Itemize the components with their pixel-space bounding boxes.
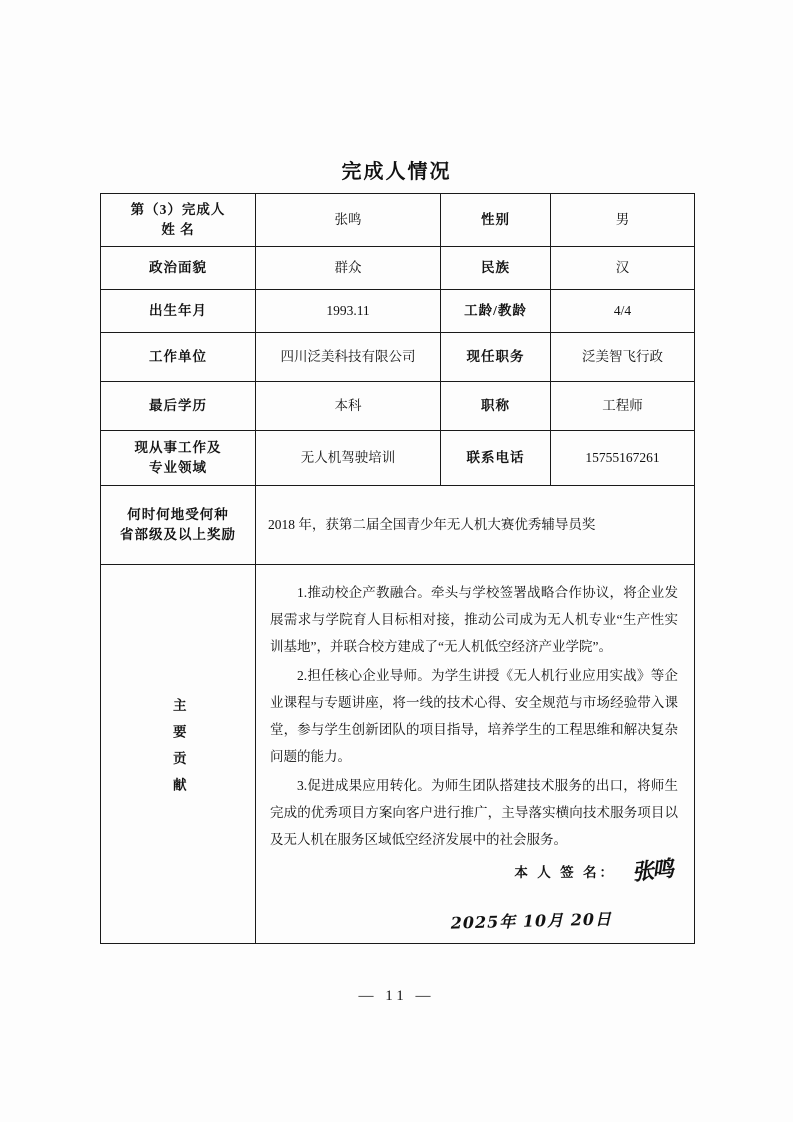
cell-value-title: 工程师 <box>551 382 695 431</box>
label-line-1: 何时何地受何种 <box>127 506 229 522</box>
cell-label-current-position: 现任职务 <box>441 333 551 382</box>
cell-value-work-years: 4/4 <box>551 290 695 333</box>
cell-value-gender: 男 <box>551 194 695 247</box>
cell-value-education: 本科 <box>256 382 441 431</box>
cell-label-phone: 联系电话 <box>441 431 551 486</box>
label-line-2: 省部级及以上奖励 <box>120 527 236 542</box>
label-line-1: 现从事工作及 <box>134 439 222 455</box>
cell-label-title: 职称 <box>441 382 551 431</box>
signature-handwriting: 张鸣 <box>630 855 674 887</box>
cell-label-work-unit: 工作单位 <box>101 333 256 382</box>
contribution-label-text: 主要贡献 <box>170 697 186 804</box>
cell-value-political-status: 群众 <box>256 247 441 290</box>
cell-label-gender: 性别 <box>441 194 551 247</box>
table-row <box>101 247 695 290</box>
table-row <box>101 431 695 486</box>
cell-label-name <box>101 194 256 247</box>
contribution-paragraph: 2.担任核心企业导师。为学生讲授《无人机行业应用实战》等企业课程与专题讲座，将一线的技术心得、安全规范与市场经验带入课堂，参与学生创新团队的项目指导，培养学生的工程思维和解决复杂问题的能力。 <box>270 668 678 764</box>
cell-value-award: 2018 年，获第二届全国青少年无人机大赛优秀辅导员奖 <box>256 486 695 565</box>
signature-label: 本 人 签 名： <box>514 865 616 880</box>
table-row <box>101 333 695 382</box>
label-line-2: 姓 名 <box>161 222 195 237</box>
cell-value-current-position: 泛美智飞行政 <box>551 333 695 382</box>
label-line-1: 第（3）完成人 <box>130 201 226 217</box>
cell-value-name: 张鸣 <box>256 194 441 247</box>
label-line-2: 专业领域 <box>149 460 207 475</box>
cell-value-birth-date: 1993.11 <box>256 290 441 333</box>
cell-label-award <box>101 486 256 565</box>
completion-person-form <box>100 193 695 944</box>
cell-label-education: 最后学历 <box>101 382 256 431</box>
table-row <box>101 194 695 247</box>
cell-value-contribution <box>256 565 695 944</box>
page-title: 完成人情况 <box>341 161 452 183</box>
cell-value-work-unit: 四川泛美科技有限公司 <box>256 333 441 382</box>
cell-label-birth-date: 出生年月 <box>101 290 256 333</box>
table-row <box>101 290 695 333</box>
table-row-contribution <box>101 565 695 944</box>
page-number: — 11 — <box>358 988 435 1004</box>
signature-date: 2025年 10月 20日 <box>450 909 613 933</box>
cell-label-ethnicity: 民族 <box>441 247 551 290</box>
contribution-paragraph: 1.推动校企产教融合。牵头与学校签署战略合作协议，将企业发展需求与学院育人目标相对接，推动公司成为无人机专业“生产性实训基地”，并联合校方建成了“无人机低空经济产业学院”。 <box>270 585 678 654</box>
cell-label-political-status: 政治面貌 <box>101 247 256 290</box>
table-row-award <box>101 486 695 565</box>
cell-value-phone: 15755167261 <box>551 431 695 486</box>
cell-label-work-years: 工龄/教龄 <box>441 290 551 333</box>
contribution-paragraph: 3.促进成果应用转化。为师生团队搭建技术服务的出口，将师生完成的优秀项目方案向客户进行推广，主导落实横向技术服务项目以及无人机在服务区域低空经济发展中的社会服务。 <box>270 778 678 847</box>
cell-label-current-field <box>101 431 256 486</box>
cell-value-current-field: 无人机驾驶培训 <box>256 431 441 486</box>
cell-value-ethnicity: 汉 <box>551 247 695 290</box>
signature-row <box>270 855 678 893</box>
cell-label-contribution <box>101 565 256 944</box>
table-row <box>101 382 695 431</box>
